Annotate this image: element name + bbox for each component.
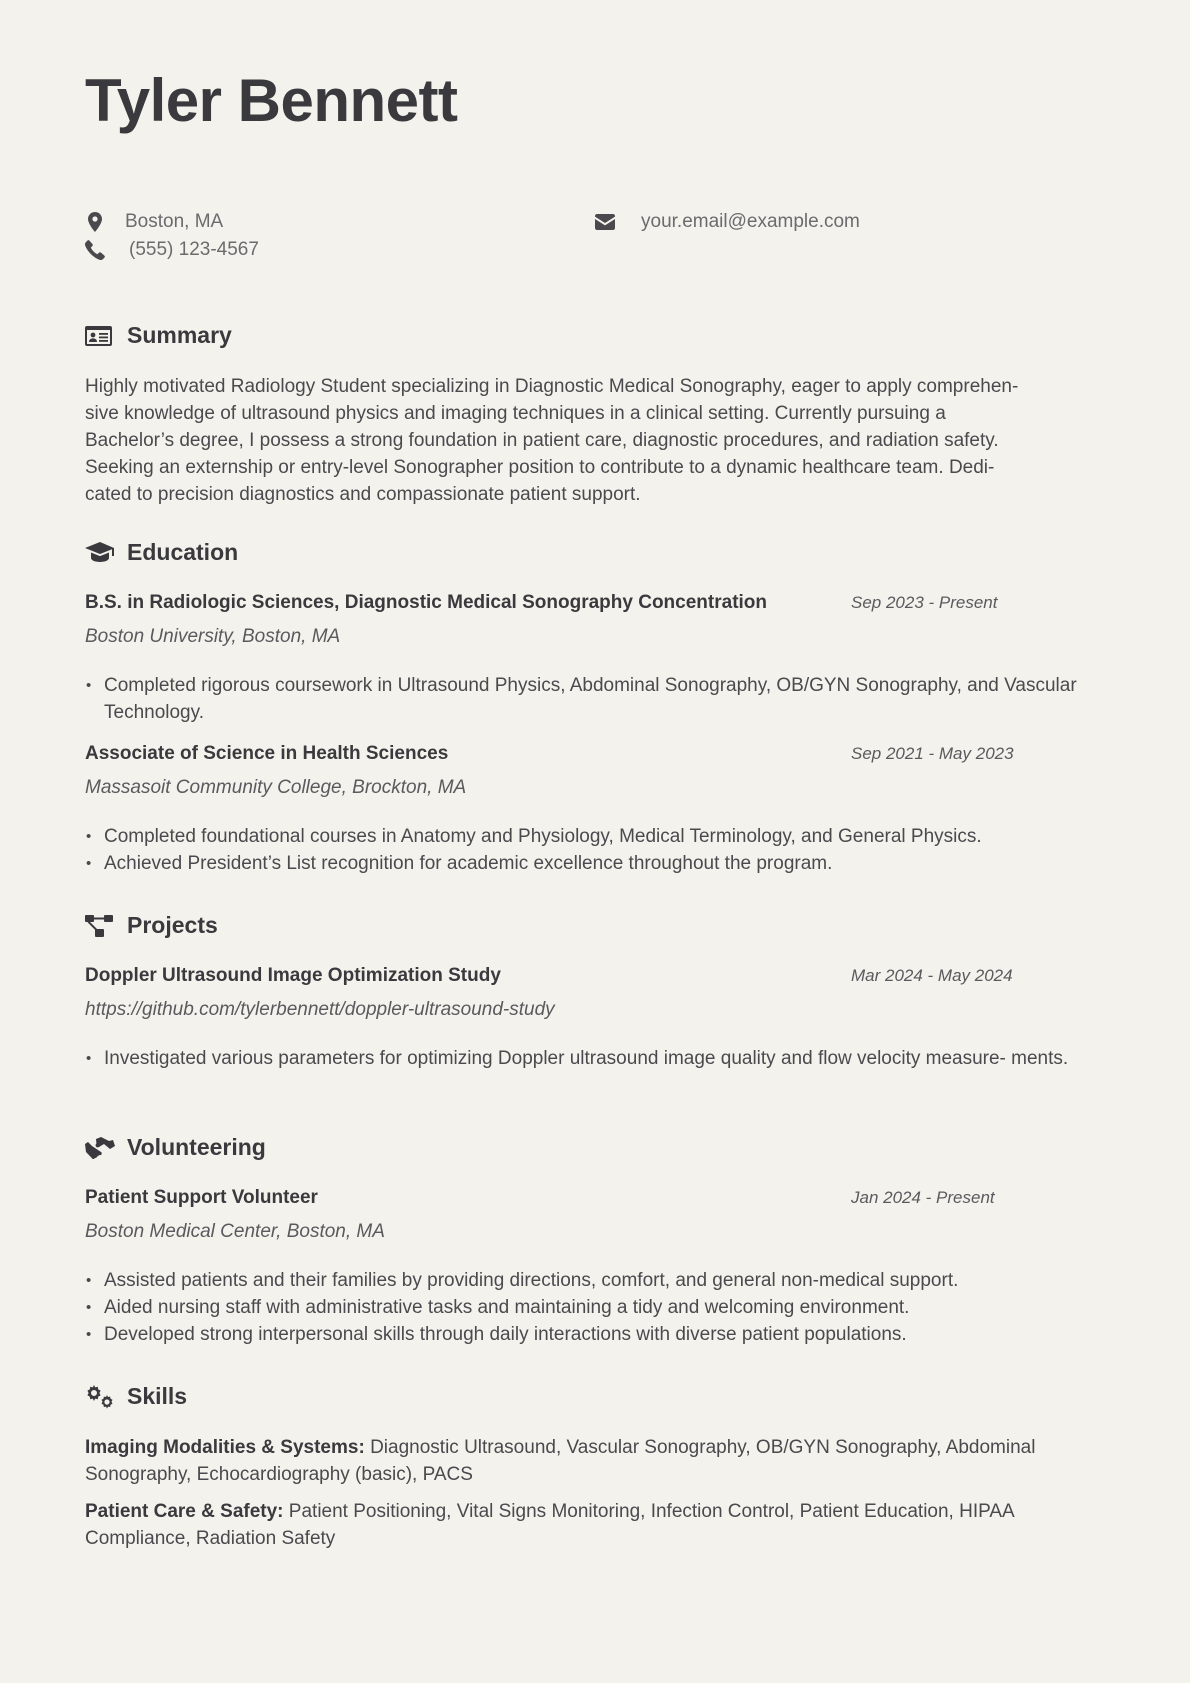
location-text: Boston, MA	[125, 211, 224, 232]
volunteer-dates: Jan 2024 - Present	[851, 1188, 995, 1207]
section-header-projects	[85, 912, 218, 939]
skill-row	[85, 1434, 1090, 1488]
section-header-skills	[85, 1383, 187, 1410]
skill-row	[85, 1498, 1090, 1552]
list-item: • Achieved President’s List recognition for academic excellence throughout the program.	[104, 850, 1109, 877]
project-link[interactable]: https://github.com/tylerbennett/doppler-ultrasound-study	[85, 999, 555, 1020]
summary-text	[85, 373, 1090, 508]
section-header-education	[85, 539, 238, 566]
list-item: • Completed foundational courses in Anatomy and Physiology, Medical Terminology, and General Physics.	[104, 823, 1109, 850]
contact-email[interactable]	[595, 211, 860, 233]
section-header-summary	[85, 322, 232, 349]
section-title-projects: Projects	[127, 912, 218, 938]
education-title: Associate of Science in Health Sciences	[85, 743, 449, 764]
project-diagram-icon	[85, 913, 115, 939]
contact-location	[85, 211, 223, 233]
candidate-name: Tyler Bennett	[85, 67, 458, 134]
volunteer-bullets	[85, 1267, 1109, 1348]
envelope-icon	[595, 212, 615, 232]
list-item: • Assisted patients and their families by providing directions, comfort, and general non-medical support.	[104, 1267, 1109, 1294]
handshake-icon	[85, 1135, 115, 1161]
project-bullets	[85, 1045, 1109, 1072]
graduation-cap-icon	[85, 540, 115, 566]
summary-line: Seeking an externship or entry-level Sonographer position to contribute to a dynamic healthcare team. Dedi-	[85, 457, 995, 478]
list-item: • Developed strong interpersonal skills through daily interactions with diverse patient populations.	[104, 1321, 1109, 1348]
education-institution: Boston University, Boston, MA	[85, 626, 341, 647]
section-title-summary: Summary	[127, 322, 232, 348]
map-marker-icon	[85, 212, 105, 232]
education-bullets	[85, 672, 1109, 726]
summary-line: cated to precision diagnostics and compassionate patient support.	[85, 484, 641, 505]
skill-label: Imaging Modalities & Systems:	[85, 1437, 365, 1458]
education-bullets	[85, 823, 1109, 877]
cogs-icon	[85, 1384, 115, 1410]
project-title: Doppler Ultrasound Image Optimization Study	[85, 965, 501, 986]
id-card-icon	[85, 323, 115, 349]
section-header-volunteering	[85, 1134, 266, 1161]
summary-line: sive knowledge of ultrasound physics and imaging techniques in a clinical setting. Currently pursuing a	[85, 403, 946, 424]
skill-value: Patient Positioning, Vital Signs Monitoring, Infection Control, Patient Education, HIPAA Compliance, Radiation Safety	[85, 1501, 1014, 1549]
volunteer-title: Patient Support Volunteer	[85, 1187, 318, 1208]
list-item: • Investigated various parameters for optimizing Doppler ultrasound image quality and flow velocity measure- ments.	[104, 1045, 1109, 1072]
list-item: • Aided nursing staff with administrative tasks and maintaining a tidy and welcoming environment.	[104, 1294, 1109, 1321]
phone-text: (555) 123-4567	[129, 239, 259, 260]
phone-icon	[85, 240, 105, 260]
email-link[interactable]: your.email@example.com	[641, 211, 860, 232]
contact-phone	[85, 239, 259, 261]
education-dates: Sep 2023 - Present	[851, 593, 998, 612]
volunteer-organization: Boston Medical Center, Boston, MA	[85, 1221, 385, 1242]
skill-value: Diagnostic Ultrasound, Vascular Sonography, OB/GYN Sonography, Abdominal Sonography, Echocardiography (basic), PACS	[85, 1437, 1036, 1485]
section-title-skills: Skills	[127, 1383, 188, 1409]
education-title: B.S. in Radiologic Sciences, Diagnostic Medical Sonography Concentration	[85, 592, 768, 613]
project-dates: Mar 2024 - May 2024	[851, 966, 1013, 985]
summary-line: Bachelor’s degree, I possess a strong foundation in patient care, diagnostic procedures, and radiation safety.	[85, 430, 999, 451]
list-item: • Completed rigorous coursework in Ultrasound Physics, Abdominal Sonography, OB/GYN Sonography, and Vascular Technology.	[104, 672, 1109, 726]
summary-line: Highly motivated Radiology Student specializing in Diagnostic Medical Sonography, eager to apply comprehen-	[85, 376, 1019, 397]
section-title-education: Education	[127, 539, 239, 565]
skill-label: Patient Care & Safety:	[85, 1501, 284, 1522]
section-title-volunteering: Volunteering	[127, 1134, 266, 1160]
education-institution: Massasoit Community College, Brockton, MA	[85, 777, 467, 798]
education-dates: Sep 2021 - May 2023	[851, 744, 1014, 763]
